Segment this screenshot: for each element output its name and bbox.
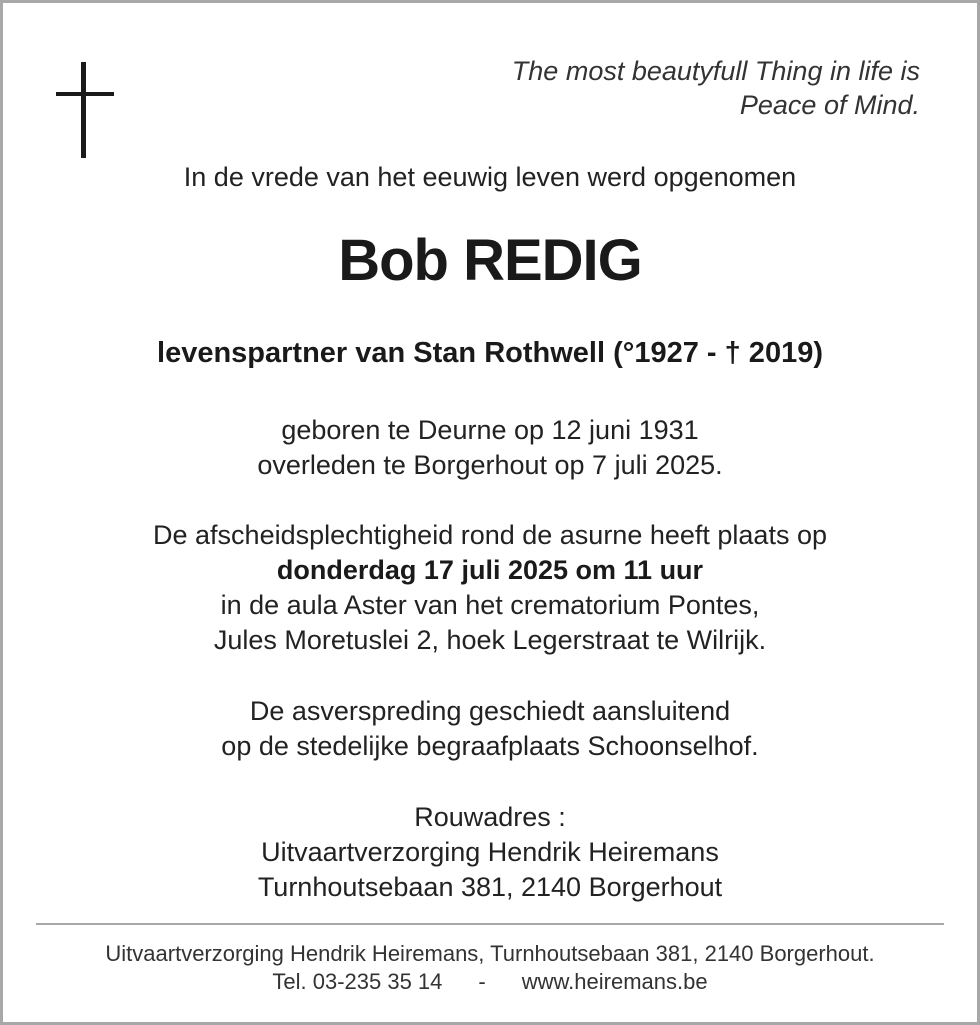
ceremony-line-4: Jules Moretuslei 2, hoek Legerstraat te Wilrijk. <box>213 625 767 655</box>
scattering-line-1: De asverspreding geschiedt aansluitend <box>249 696 731 726</box>
footer-separator: - <box>478 969 486 994</box>
life-dates <box>0 413 980 483</box>
quote-line-1: The most beautyfull Thing in life is <box>511 56 920 86</box>
footer-line-1: Uitvaartverzorging Hendrik Heiremans, Turnhoutsebaan 381, 2140 Borgerhout. <box>105 941 875 966</box>
footer-line-2 <box>0 968 980 996</box>
quote <box>512 54 920 122</box>
deceased-name: Bob REDIG <box>338 228 642 293</box>
address-street: Turnhoutsebaan 381, 2140 Borgerhout <box>257 872 723 902</box>
scattering-line-2: op de stedelijke begraafplaats Schoonselhof. <box>221 731 759 761</box>
footer-phone: Tel. 03-235 35 14 <box>272 969 443 994</box>
died-line: overleden te Borgerhout op 7 juli 2025. <box>257 450 723 480</box>
mourning-address <box>0 800 980 905</box>
footer <box>0 940 980 996</box>
footer-divider <box>36 923 944 925</box>
born-line: geboren te Deurne op 12 juni 1931 <box>281 415 699 445</box>
ceremony-datetime: donderdag 17 juli 2025 om 11 uur <box>276 555 704 585</box>
ceremony-line-1: De afscheidsplechtigheid rond de asurne heeft plaats op <box>153 520 827 550</box>
address-label: Rouwadres : <box>414 802 566 832</box>
address-company: Uitvaartverzorging Hendrik Heiremans <box>261 837 719 867</box>
intro-text: In de vrede van het eeuwig leven werd opgenomen <box>183 162 797 192</box>
quote-line-2: Peace of Mind. <box>739 90 920 120</box>
scattering-details <box>0 694 980 764</box>
footer-website[interactable]: www.heiremans.be <box>521 969 708 994</box>
ceremony-details <box>0 518 980 658</box>
ceremony-line-3: in de aula Aster van het crematorium Pontes, <box>220 590 760 620</box>
cross-icon <box>56 62 114 158</box>
partner-line: levenspartner van Stan Rothwell (°1927 - † 2019) <box>157 337 823 369</box>
